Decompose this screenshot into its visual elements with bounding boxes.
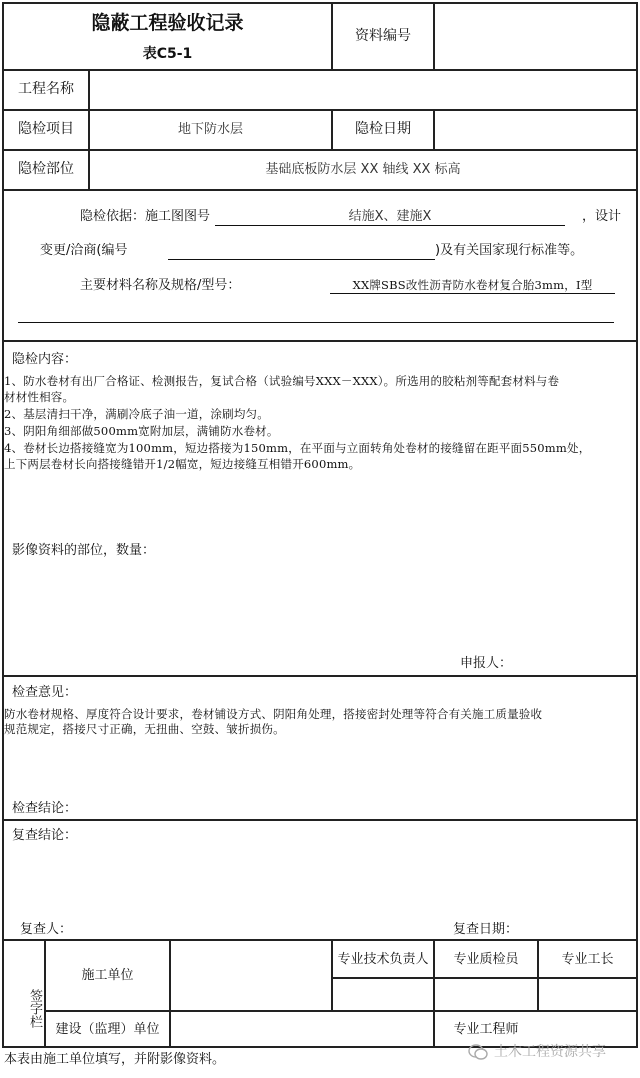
content-line: 3、阴阳角细部做500mm宽附加层，满铺防水卷材。: [4, 424, 279, 438]
inspection-label: 检查意见：: [12, 685, 78, 700]
frame-right: [636, 2, 638, 1048]
location-label: 隐检部位: [18, 161, 74, 177]
basis-suffix: ，设计: [582, 209, 622, 224]
date-label: 隐检日期: [355, 121, 411, 137]
location-field[interactable]: 基础底板防水层 XX 轴线 XX 标高: [265, 162, 461, 177]
footer-note: 本表由施工单位填写，并附影像资料。: [4, 1052, 226, 1067]
doc-no-label: 资料编号: [355, 28, 411, 44]
content-line: 1、防水卷材有出厂合格证、检测报告，复试合格（试验编号XXX－XXX）。所选用的胶粘剂等配套材料与卷: [4, 374, 560, 388]
qc-label: 专业质检员: [453, 952, 519, 967]
inspection-line: 规范规定，搭接尺寸正确，无扭曲、空鼓、皱折损伤。: [4, 722, 285, 736]
drawing-no-field[interactable]: 结施X、建施X: [348, 209, 432, 224]
change-suffix: )及有关国家现行标准等。: [435, 243, 584, 258]
signature-column-label: 签字栏: [27, 988, 42, 1028]
basis-label: 隐检依据：施工图图号: [80, 209, 211, 224]
tech-lead-label: 专业技术负责人: [337, 952, 429, 967]
watermark: 土木工程资源共享: [494, 1044, 606, 1060]
material-field[interactable]: XX牌SBS改性沥青防水卷材复合胎3mm，I型: [352, 278, 593, 292]
page-title: 隐蔽工程验收记录: [91, 12, 244, 34]
reporter-label: 申报人：: [460, 656, 513, 671]
supervision-label: 建设（监理）单位: [55, 1022, 160, 1037]
project-name-label: 工程名称: [18, 81, 74, 97]
review-date-label: 复查日期：: [453, 922, 519, 937]
inspection-line: 防水卷材规格、厚度符合设计要求，卷材铺设方式、阴阳角处理，搭接密封处理等符合有关施工质量验收: [4, 707, 543, 721]
material-label: 主要材料名称及规格/型号：: [80, 278, 241, 293]
frame-top: [2, 2, 638, 4]
item-label: 隐检项目: [18, 121, 74, 137]
basis-extra-line: [18, 322, 614, 323]
image-data-label: 影像资料的部位，数量：: [12, 543, 156, 558]
content-line: 4、卷材长边搭接缝宽为100mm，短边搭接为150mm，在平面与立面转角处卷材的接缝留在距平面550mm处，: [4, 441, 591, 455]
reviewer-label: 复查人：: [20, 922, 73, 937]
item-field[interactable]: 地下防水层: [177, 122, 243, 137]
content-line: 上下两层卷材长向搭接缝错开1/2幅宽，短边接缝互相错开600mm。: [4, 457, 361, 471]
change-label: 变更/洽商(编号: [40, 243, 128, 258]
conclusion-label: 检查结论：: [12, 801, 78, 816]
form-code: 表C5-1: [142, 46, 193, 62]
construction-unit-label: 施工单位: [81, 968, 134, 983]
content-label: 隐检内容：: [12, 352, 78, 367]
wechat-icon: [468, 1044, 488, 1060]
engineer-label: 专业工程师: [453, 1022, 519, 1037]
foreman-label: 专业工长: [561, 952, 614, 967]
content-line: 材材性相容。: [4, 390, 75, 404]
frame-left: [2, 2, 4, 1048]
content-line: 2、基层清扫干净，满刷冷底子油一道，涂刷均匀。: [4, 407, 269, 421]
review-label: 复查结论：: [12, 828, 78, 843]
